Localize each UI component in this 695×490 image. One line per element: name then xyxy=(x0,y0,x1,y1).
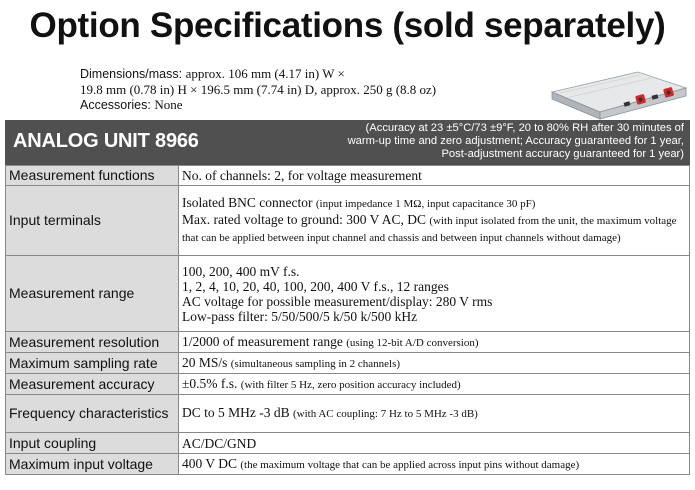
spec-row-measurement-resolution xyxy=(6,332,690,353)
spec-value-text: 400 V DC xyxy=(182,455,241,471)
dimensions-row xyxy=(80,66,520,82)
spec-value-line: Low-pass filter: 5/50/500/5 k/50 k/500 kHz xyxy=(182,308,418,324)
unit-header xyxy=(5,120,690,165)
spec-row-measurement-range xyxy=(6,256,690,332)
spec-label: Measurement resolution xyxy=(6,332,179,353)
spec-value xyxy=(179,395,690,433)
spec-value-note: (simultaneous sampling in 2 channels) xyxy=(230,357,401,370)
accessories-value: None xyxy=(154,97,183,112)
dimensions-value-line1: approx. 106 mm (4.17 in) W × xyxy=(185,66,345,81)
spec-row-input-terminals xyxy=(6,186,690,256)
spec-value-text: Max. rated voltage to ground: 300 V AC, DC xyxy=(182,212,430,227)
spec-label: Input terminals xyxy=(6,186,179,256)
spec-table xyxy=(5,165,690,475)
dimensions-value-line2: 19.8 mm (0.78 in) H × 196.5 mm (7.74 in) D, approx. 250 g (8.8 oz) xyxy=(80,82,437,97)
accessories-row xyxy=(80,97,520,113)
spec-row-frequency-characteristics xyxy=(6,395,690,433)
spec-value-note: (input impedance 1 MΩ, input capacitance 30 pF) xyxy=(315,198,536,210)
spec-value xyxy=(179,374,690,395)
spec-label: Maximum input voltage xyxy=(6,454,179,475)
spec-row-maximum-input-voltage xyxy=(6,454,690,475)
spec-value xyxy=(179,256,690,332)
spec-label: Measurement functions xyxy=(6,166,179,186)
spec-value-text: 1/2000 of measurement range xyxy=(182,333,347,349)
spec-value-line: 1, 2, 4, 10, 20, 40, 100, 200, 400 V f.s., 12 ranges xyxy=(182,278,449,294)
spec-value-text: DC to 5 MHz -3 dB xyxy=(182,405,293,420)
dimensions-label: Dimensions/mass: xyxy=(80,67,183,81)
accuracy-note-line: (Accuracy at 23 ±5°C/73 ±9°F, 20 to 80% RH after 30 minutes of xyxy=(365,122,684,134)
spec-value xyxy=(179,353,690,374)
spec-row-input-coupling xyxy=(6,433,690,454)
spec-row-measurement-accuracy xyxy=(6,374,690,395)
spec-value-text: Isolated BNC connector xyxy=(182,195,316,210)
spec-value-note: (using 12-bit A/D conversion) xyxy=(346,336,479,349)
spec-value-text: AC/DC/GND xyxy=(182,435,257,451)
spec-value-text: No. of channels: 2, for voltage measurement xyxy=(182,168,422,183)
product-info xyxy=(80,66,520,113)
spec-value-line xyxy=(182,195,686,212)
spec-value-note: (with filter 5 Hz, zero position accuracy included) xyxy=(240,378,461,391)
spec-row-maximum-sampling-rate xyxy=(6,353,690,374)
spec-label: Input coupling xyxy=(6,433,179,454)
spec-row-measurement-functions xyxy=(6,166,690,186)
spec-value xyxy=(179,166,690,186)
spec-label: Measurement accuracy xyxy=(6,374,179,395)
spec-value xyxy=(179,332,690,353)
accuracy-note-line: warm-up time and zero adjustment; Accuracy guaranteed for 1 year, xyxy=(347,135,684,147)
accuracy-note-line: Post-adjustment accuracy guaranteed for 1 year) xyxy=(441,148,684,160)
accuracy-note xyxy=(292,122,684,161)
spec-value xyxy=(179,433,690,454)
unit-name: ANALOG UNIT 8966 xyxy=(13,130,199,152)
spec-value-note: (the maximum voltage that can be applied across input pins without damage) xyxy=(240,458,580,471)
spec-value-text: ±0.5% f.s. xyxy=(182,375,241,391)
spec-value-line: 100, 200, 400 mV f.s. xyxy=(182,263,300,279)
spec-value-line: AC voltage for possible measurement/display: 280 V rms xyxy=(182,293,493,309)
spec-label: Measurement range xyxy=(6,256,179,332)
analog-unit-product-image xyxy=(540,62,690,120)
spec-value-note: (with input isolated from the unit, the maximum voltage that can be applied between input channel and chassis and between input channels without damage) xyxy=(182,215,677,244)
accessories-label: Accessories: xyxy=(80,98,151,112)
spec-value-line xyxy=(182,212,686,246)
spec-value xyxy=(179,454,690,475)
spec-label: Maximum sampling rate xyxy=(6,353,179,374)
spec-value-text: 20 MS/s xyxy=(182,354,231,370)
spec-value xyxy=(179,186,690,256)
spec-value-note: (with AC coupling: 7 Hz to 5 MHz -3 dB) xyxy=(293,408,478,420)
spec-label: Frequency characteristics xyxy=(6,395,179,433)
page-title: Option Specifications (sold separately) xyxy=(29,6,666,45)
